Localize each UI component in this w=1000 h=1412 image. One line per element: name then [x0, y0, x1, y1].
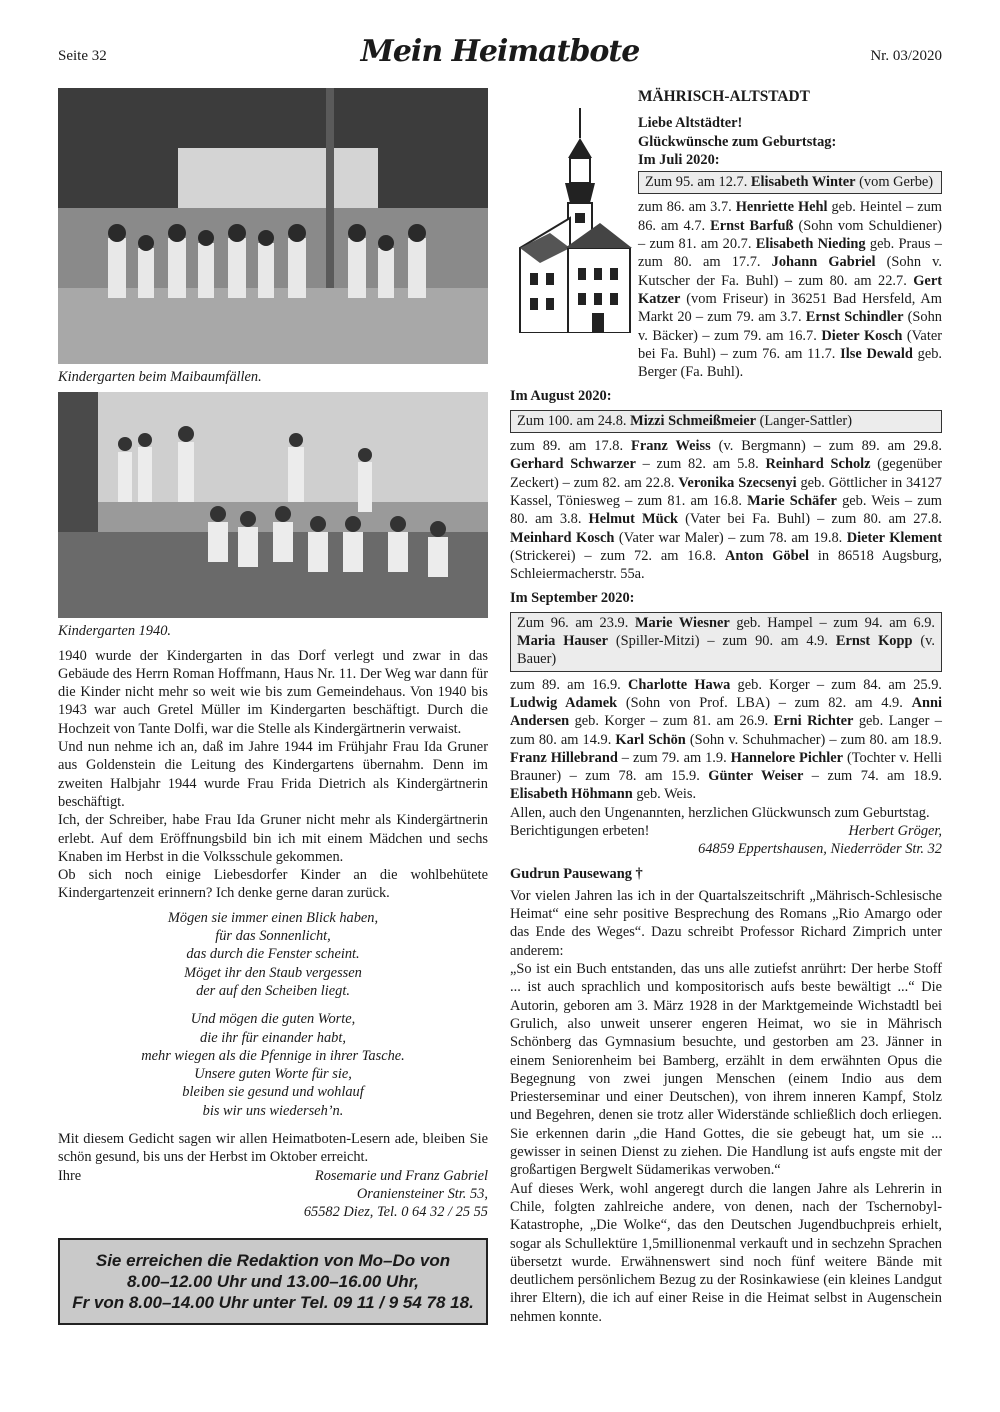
page-header [58, 34, 942, 88]
name: Dieter Kosch [821, 327, 903, 344]
photo-maibaum-caption: Kindergarten beim Maibaumfällen. [58, 369, 262, 385]
name: Meinhard Kosch [510, 529, 615, 546]
name: Franz Weiss [631, 438, 711, 455]
editorial-contact-box [58, 1238, 488, 1325]
name: Ernst Schindler [805, 309, 904, 326]
author-address: 64859 Eppertshausen, Niederröder Str. 32 [698, 841, 942, 858]
paragraph: Und nun nehme ich an, daß im Jahre 1944 im Frühjahr Frau Ida Gruner aus Goldenstein die Leitung des Kindergartens übernahm. Denn im zweiten Halbjahr 1944 wurde Frau Frida Dietrich als Kindergärtnerin beschäftigt. [58, 739, 488, 810]
box-name: Mizzi Schmeißmeier [630, 412, 756, 429]
name: Ilse Dewald [840, 345, 913, 362]
august-highlight-box [510, 410, 942, 433]
text: (Vater bei Fa. Buhl) – zum 80. am 27.8. [678, 511, 942, 528]
month-september-title: Im September 2020: [510, 590, 635, 607]
text: – zum 79. am 1.9. [617, 749, 731, 766]
text: geb. Göttlicher in 34127 Kassel, Töniesweg – zum 81. am 16.8. [510, 474, 942, 509]
month-july-title: Im Juli 2020: [638, 151, 720, 168]
obituary-paragraph: Auf dieses Werk, wohl angeregt durch die langen Jahre als Lehrerin in Chile, folgten zahlreiche andere, von denen, nach der Tschernobyl-Katastrophe, „Die Wolke“, das den Deutschen Jugendbuchpreis erhielt, sogar als Schullektüre 1,5millionenmal verkauft und in sechzehn Sprachen übersetzt wurde. Erwähnenswert sind noch fünf weitere Bände mit deutlichem persönlichem Bezug zu der Rosinkawiese (ein kleines Landgut ihrer Eltern), die ich auf einer Reise in die Heimat selbst in Augenschein nehmen konnte. [510, 1180, 942, 1325]
text: (Vater war Maler) – zum 78. am 19.8. [614, 529, 847, 546]
box-name: Maria Hauser [517, 633, 608, 650]
box-text: (Spiller-Mitzi) – zum 90. am 4.9. [608, 633, 836, 650]
ihre-label: Ihre [58, 1167, 82, 1184]
text: geb. Praus – zum 80. am 17.7. [638, 236, 942, 271]
poem-stanza [58, 909, 488, 1000]
name: Franz Hillebrand [510, 749, 618, 766]
box-name: Marie Wiesner [634, 614, 730, 631]
text: geb. Heintel – zum 86. am 4.7. [638, 199, 942, 234]
poem-line: mehr wiegen als die Pfennige in ihrer Tasche. [141, 1047, 405, 1064]
name: Veronika Szecsenyi [678, 474, 797, 491]
name: Elisabeth Nieding [755, 236, 866, 253]
name: Charlotte Hawa [627, 676, 731, 693]
author-row [510, 822, 942, 840]
name: Johann Gabriel [771, 254, 876, 271]
signature-street: Oraniensteiner Str. 53, [356, 1185, 488, 1202]
box-text: (v. Bauer) [517, 633, 936, 668]
box-name: Elisabeth Winter [750, 174, 856, 191]
wishes-text: Allen, auch den Ungenannten, herzlichen Glückwunsch zum Geburtstag. [510, 804, 930, 821]
paragraph: Ich, der Schreiber, habe Frau Ida Gruner nicht mehr als Kindergärtnerin erlebt. Auf dem Eröffnungsbild bin ich mit einem Mädchen und sechs Knaben im Herbst in die Volksschule gekommen. [58, 812, 488, 865]
poem-line: für das Sonnenlicht, [215, 928, 331, 945]
text: zum 89. am 16.9. [510, 676, 628, 693]
text: (Vater bei Fa. Buhl) – zum 76. am 11.7. [638, 327, 942, 362]
contact-line: Sie erreichen die Redaktion von Mo–Do von [95, 1250, 451, 1270]
contact-line: 8.00–12.00 Uhr und 13.00–16.00 Uhr, [126, 1271, 419, 1291]
poem [58, 909, 488, 1120]
name: Anni Andersen [510, 694, 942, 730]
text: (v. Bergmann) – zum 89. am 29.8. [710, 438, 942, 455]
name: Gert Katzer [638, 272, 942, 307]
text: (Sohn vom Schuldiener) – zum 81. am 20.7. [638, 217, 942, 253]
author-name: Herbert Gröger, [848, 822, 942, 839]
text: geb. Berger (Fa. Buhl). [638, 345, 943, 381]
poem-line: der auf den Scheiben liegt. [196, 982, 350, 999]
page-number: Seite 32 [58, 48, 107, 64]
obituary-title: Gudrun Pausewang † [510, 865, 643, 882]
obituary-paragraph: „So ist ein Buch entstanden, das uns alle zutiefst anrührt: Der herbe Stoff ... ist auch sprachlich und kompositorisch aufs beste bewältigt ...“ Die Autorin, geboren am 3. März 1928 in der Marktgemeinde Wichstadtl bei Grulich, also unweit unserer engeren Heimat, wo sie in Mährisch Schönberg das Gymnasium besuchte, und gestorben am 23. Jänner in einem Seniorenheim bei Bamberg, erzählt in dem erwähnten Opus die Begegnung von zwei jungen Menschen (einem Indio aus dem Priesterseminar und einer Deutschen), von ihrem inneren Kampf, Stolz und Begehren, denen sie trotz aller Widerstände schließlich doch erliegen. Sie erkennen darin „die Hand Gottes, die sie gebeugt hat, um sie ... gewisser in seinen Dienst zu ziehen. Die Handlung ist aufs engste mit der großartigen Bergwelt Südamerikas verwoben.“ [510, 961, 942, 1179]
text: in 86518 Augsburg, Schleiermacherstr. 55a. [510, 547, 942, 583]
box-text: (Langer-Sattler) [756, 412, 852, 429]
box-text: Zum 95. am 12.7. [645, 174, 751, 191]
greeting: Liebe Altstädter! [638, 115, 743, 132]
name: Karl Schön [615, 731, 686, 748]
section-title: MÄHRISCH-ALTSTADT [638, 88, 810, 105]
text: – zum 82. am 5.8. [635, 456, 766, 473]
text: geb. Korger – zum 81. am 26.9. [569, 713, 774, 730]
text: (vom Friseur) in 36251 Bad Hersfeld, Am Markt 20 – zum 79. am 3.7. [638, 290, 942, 326]
name: Dieter Klement [846, 529, 942, 546]
right-column [510, 88, 942, 1326]
text: – zum 74. am 18.9. [803, 768, 942, 785]
birthday-section [510, 88, 942, 381]
text: geb. Weis. [632, 786, 697, 803]
name: Reinhard Scholz [765, 456, 871, 473]
photo-maibaum [58, 88, 488, 364]
text: (gegenüber Zeckert) – zum 82. am 22.8. [510, 456, 942, 491]
poem-line: Möget ihr den Staub vergessen [184, 964, 362, 981]
issue-number: Nr. 03/2020 [870, 48, 942, 64]
poem-line: die ihr für einander habt, [200, 1029, 346, 1046]
text: (Strickerei) – zum 72. am 16.8. [510, 547, 725, 564]
poem-line: Unsere guten Worte für sie, [194, 1066, 352, 1083]
box-text: geb. Hampel – zum 94. am 6.9. [729, 614, 935, 631]
text: (Sohn v. Bäcker) – zum 79. am 16.7. [638, 309, 943, 344]
signature-row [58, 1167, 488, 1185]
greeting-subtitle: Glückwünsche zum Geburtstag: [638, 133, 837, 150]
box-text: Zum 100. am 24.8. [517, 412, 631, 429]
name: Henriette Hehl [735, 199, 828, 216]
signature-city: 65582 Diez, Tel. 0 64 32 / 25 55 [303, 1204, 488, 1221]
text: zum 86. am 3.7. [638, 199, 736, 216]
july-highlight-wrap [638, 171, 942, 194]
text: (Sohn v. Schuhmacher) – zum 80. am 18.9. [685, 731, 942, 748]
photo-kindergarten-caption: Kindergarten 1940. [58, 623, 171, 640]
poem-line: Und mögen die guten Worte, [190, 1011, 356, 1028]
left-column [58, 88, 488, 1325]
poem-line: das durch die Fenster scheint. [186, 946, 360, 963]
name: Marie Schäfer [747, 492, 837, 509]
photo-kindergarten-1940 [58, 392, 488, 618]
name: Elisabeth Höhmann [510, 786, 633, 803]
text: zum 89. am 17.8. [510, 438, 632, 455]
box-text: (vom Gerbe) [855, 174, 934, 191]
month-august-title: Im August 2020: [510, 388, 612, 405]
closing-text: Mit diesem Gedicht sagen wir allen Heimatboten-Lesern ade, bleiben Sie schön gesund, bis uns der Herbst im Oktober erreicht. [58, 1131, 488, 1166]
text: geb. Weis – zum 80. am 3.8. [510, 492, 942, 528]
box-name: Ernst Kopp [835, 633, 913, 650]
signature-name: Rosemarie und Franz Gabriel [314, 1167, 488, 1184]
name: Hannelore Pichler [730, 749, 844, 766]
box-text: Zum 96. am 23.9. [517, 614, 635, 631]
name: Ernst Barfuß [710, 217, 794, 234]
name: Erni Richter [773, 713, 854, 730]
july-highlight-box [638, 171, 942, 194]
september-highlight-box [510, 612, 942, 672]
name: Anton Göbel [724, 547, 809, 564]
september-birthdays [510, 676, 942, 804]
text: geb. Langer – zum 80. am 14.9. [510, 713, 942, 748]
photo-maibaum-image [58, 88, 488, 364]
name: Günter Weiser [708, 768, 804, 785]
church-tower-icon [510, 108, 634, 333]
paragraph: Ob sich noch einige Liebesdorfer Kinder an die wohlbehütete Kindergartenzeit erinnern? Ich denke gerne daran zurück. [58, 867, 488, 902]
poem-line: bleiben sie gesund und wohlauf [182, 1084, 364, 1101]
text: (Sohn v. Kutscher der Fa. Buhl) – zum 80. am 22.7. [638, 254, 942, 289]
obituary-paragraph: Vor vielen Jahren las ich in der Quartalszeitschrift „Mährisch-Schlesische Heimat“ eine sehr positive Besprechung des Romans „Rio Amargo oder das Ende des Weges“. Dazu schreibt Professor Richard Zimprich unter anderem: [510, 887, 942, 959]
name: Ludwig Adamek [510, 694, 618, 711]
poem-line: bis wir uns wiederseh’n. [202, 1102, 344, 1119]
contact-line: Fr von 8.00–14.00 Uhr unter Tel. 09 11 / 9 54 78 18. [72, 1292, 474, 1312]
photo-kindergarten-image [58, 392, 488, 618]
august-birthdays [510, 437, 942, 583]
corrections-note: Berichtigungen erbeten! [510, 822, 650, 839]
name: Gerhard Schwarzer [510, 456, 636, 473]
text: (Tochter v. Helli Brauner) – zum 78. am 15.9. [510, 749, 942, 785]
name: Helmut Mück [588, 511, 679, 528]
masthead-logo: Mein Heimatbote [360, 34, 640, 69]
poem-line: Mögen sie immer einen Blick haben, [167, 909, 379, 926]
text: (Sohn von Prof. LBA) – zum 82. am 4.9. [617, 694, 912, 711]
poem-stanza [58, 1010, 488, 1120]
text: geb. Korger – zum 84. am 25.9. [730, 676, 942, 693]
paragraph: 1940 wurde der Kindergarten in das Dorf verlegt und zwar in das Gebäude des Herrn Roman Hoffmann, Haus Nr. 11. Der Weg war dann für die Kinder nicht mehr so weit wie bis zum Gemeindehaus. Von 1940 bis 1943 war auch Gretel Müller im Kindergarten beschäftigt. Durch die Hochzeit von Tante Dolfi, war die Stelle als Kindergärtnerin verwaist. [58, 647, 488, 737]
